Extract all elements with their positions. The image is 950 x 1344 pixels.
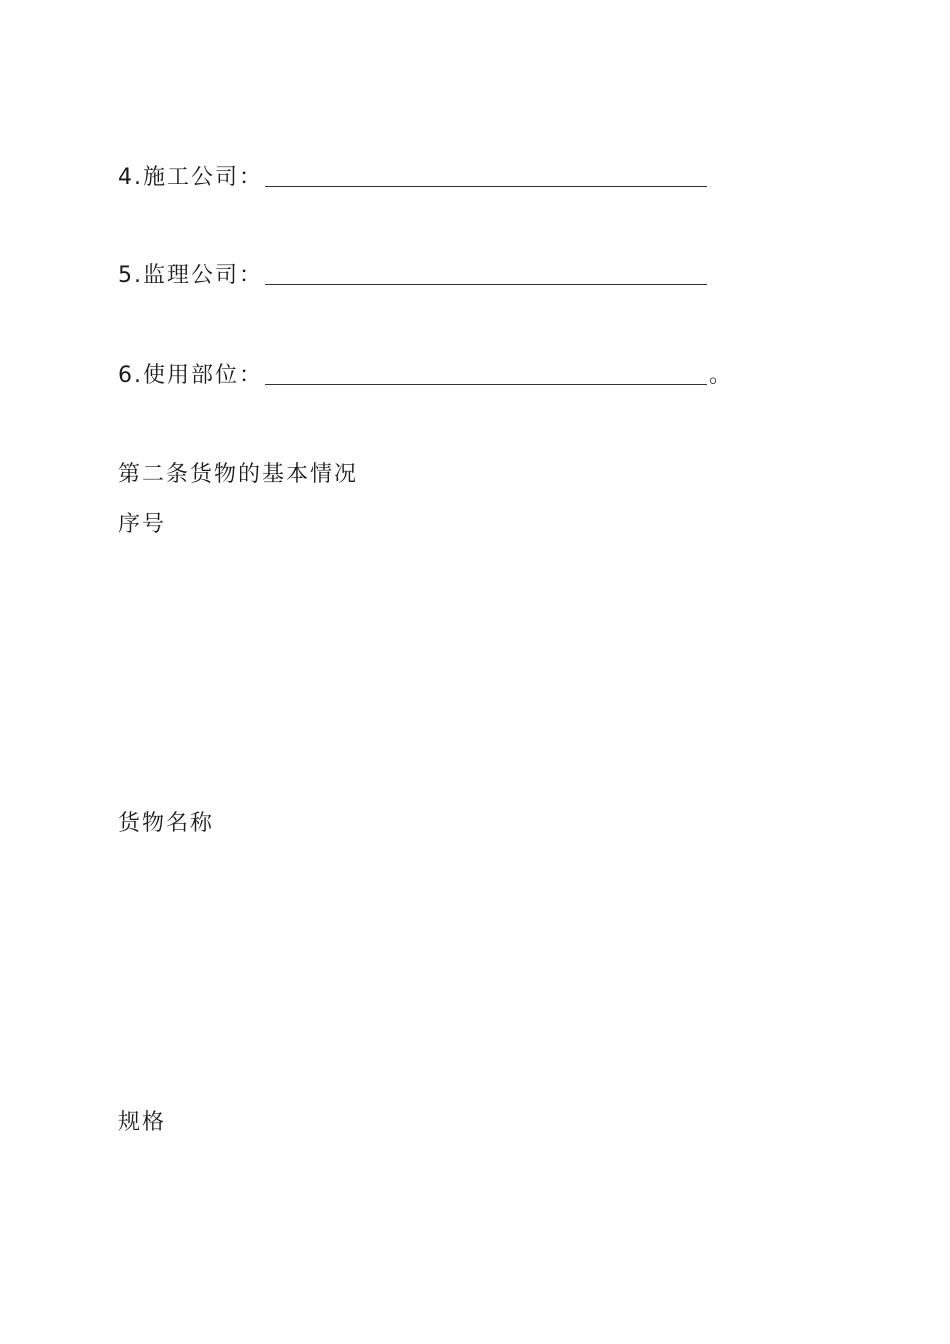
section-title: 第二条货物的基本情况 [118, 462, 359, 487]
field-suffix: 。 [709, 363, 734, 388]
field-label: 6.使用部位： [118, 363, 263, 388]
table-header-serial-number: 序号 [118, 512, 167, 537]
table-header-goods-name: 货物名称 [118, 811, 215, 836]
field-supervision-company [118, 261, 709, 291]
field-usage-location [118, 361, 733, 391]
blank-underline [265, 185, 707, 187]
blank-underline [265, 283, 707, 285]
field-label: 5.监理公司： [118, 263, 263, 288]
table-header-specification: 规格 [118, 1110, 167, 1135]
field-construction-company [118, 163, 709, 193]
field-label: 4.施工公司： [118, 165, 263, 190]
blank-underline [265, 383, 707, 385]
